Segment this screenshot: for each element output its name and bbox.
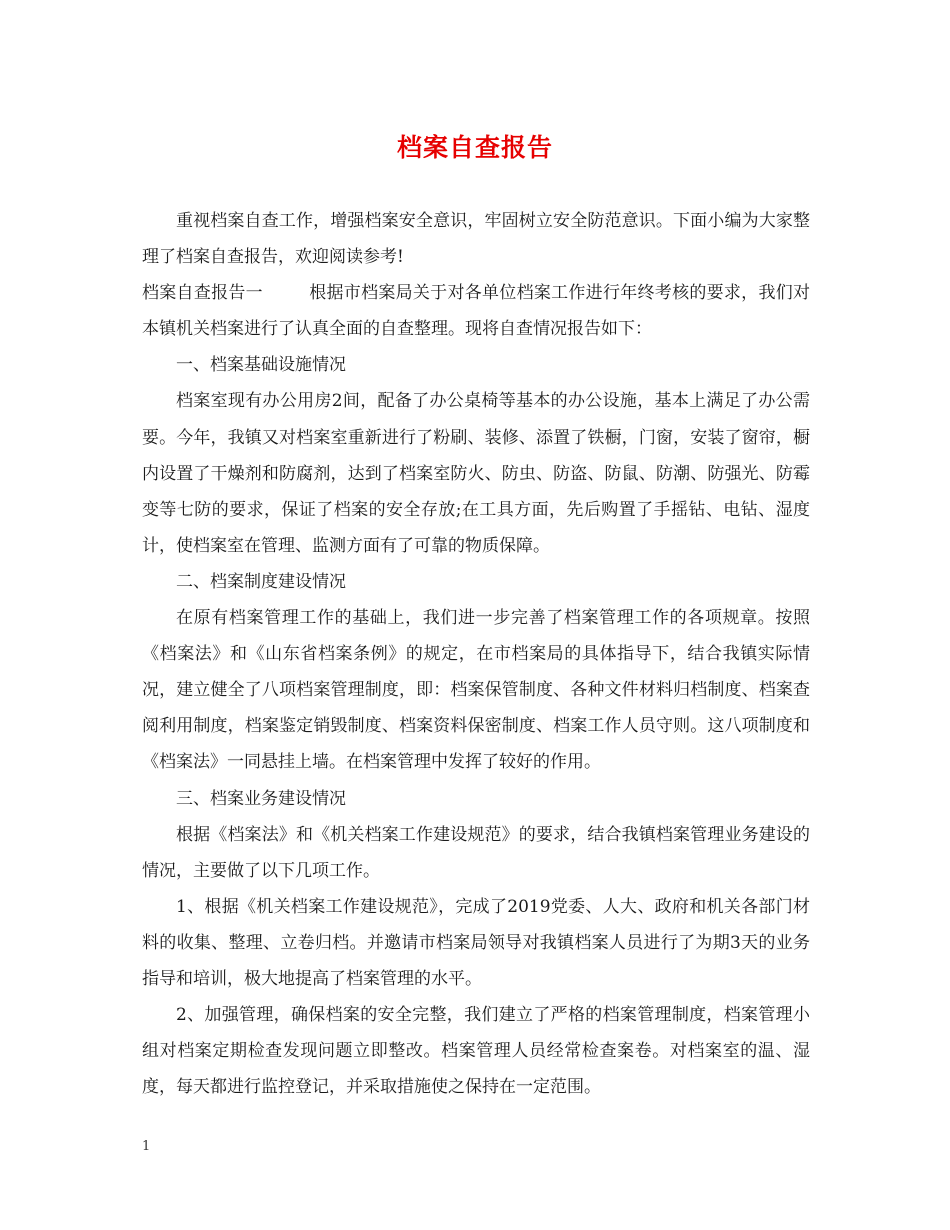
section1-paragraph: 档案室现有办公用房2间，配备了办公桌椅等基本的办公设施，基本上满足了办公需要。今年，我镇又对档案室重新进行了粉刷、装修、添置了铁橱，门窗，安装了窗帘，橱内设置了干燥剂和防腐剂，达到了档案室防火、防虫、防盗、防鼠、防潮、防强光、防霉变等七防的要求，保证了档案的安全存放;在工具方面，先后购置了手摇钻、电钻、湿度计，使档案室在管理、监测方面有了可靠的物质保障。 — [142, 391, 810, 556]
report-opening-text: 根据市档案局关于对各单位档案工作进行年终考核的要求，我们对本镇机关档案进行了认真全面的自查整理。现将自查情况报告如下： — [142, 283, 811, 340]
section3-heading: 三、档案业务建设情况 — [176, 788, 346, 809]
document-title: 档案自查报告 — [396, 133, 553, 162]
page-number: 1 — [142, 1139, 151, 1154]
section3-item-2: 2、加强管理，确保档案的安全完整，我们建立了严格的档案管理制度，档案管理小组对档案定期检查发现问题立即整改。档案管理人员经常检查案卷。对档案室的温、湿度，每天都进行监控登记，并采取措施使之保持在一定范围。 — [142, 1005, 810, 1098]
intro-paragraph: 重视档案自查工作，增强档案安全意识，牢固树立安全防范意识。下面小编为大家整理了档案自查报告，欢迎阅读参考! — [142, 211, 810, 268]
section3-item-1: 1、根据《机关档案工作建设规范》，完成了2019党委、人大、政府和机关各部门材料的收集、整理、立卷归档。并邀请市档案局领导对我镇档案人员进行了为期3天的业务指导和培训，极大地提高了档案管理的水平。 — [142, 896, 810, 989]
report-label: 档案自查报告一 — [142, 283, 263, 304]
section3-intro-paragraph: 根据《档案法》和《机关档案工作建设规范》的要求，结合我镇档案管理业务建设的情况，主要做了以下几项工作。 — [142, 824, 810, 881]
section2-heading: 二、档案制度建设情况 — [176, 571, 346, 592]
section1-heading: 一、档案基础设施情况 — [176, 355, 346, 376]
section2-paragraph: 在原有档案管理工作的基础上，我们进一步完善了档案管理工作的各项规章。按照《档案法》和《山东省档案条例》的规定，在市档案局的具体指导下，结合我镇实际情况，建立健全了八项档案管理制度，即：档案保管制度、各种文件材料归档制度、档案查阅利用制度，档案鉴定销毁制度、档案资料保密制度、档案工作人员守则。这八项制度和《档案法》一同悬挂上墙。在档案管理中发挥了较好的作用。 — [142, 608, 810, 773]
report-opening-paragraph — [142, 275, 810, 347]
document-body — [142, 203, 810, 1105]
